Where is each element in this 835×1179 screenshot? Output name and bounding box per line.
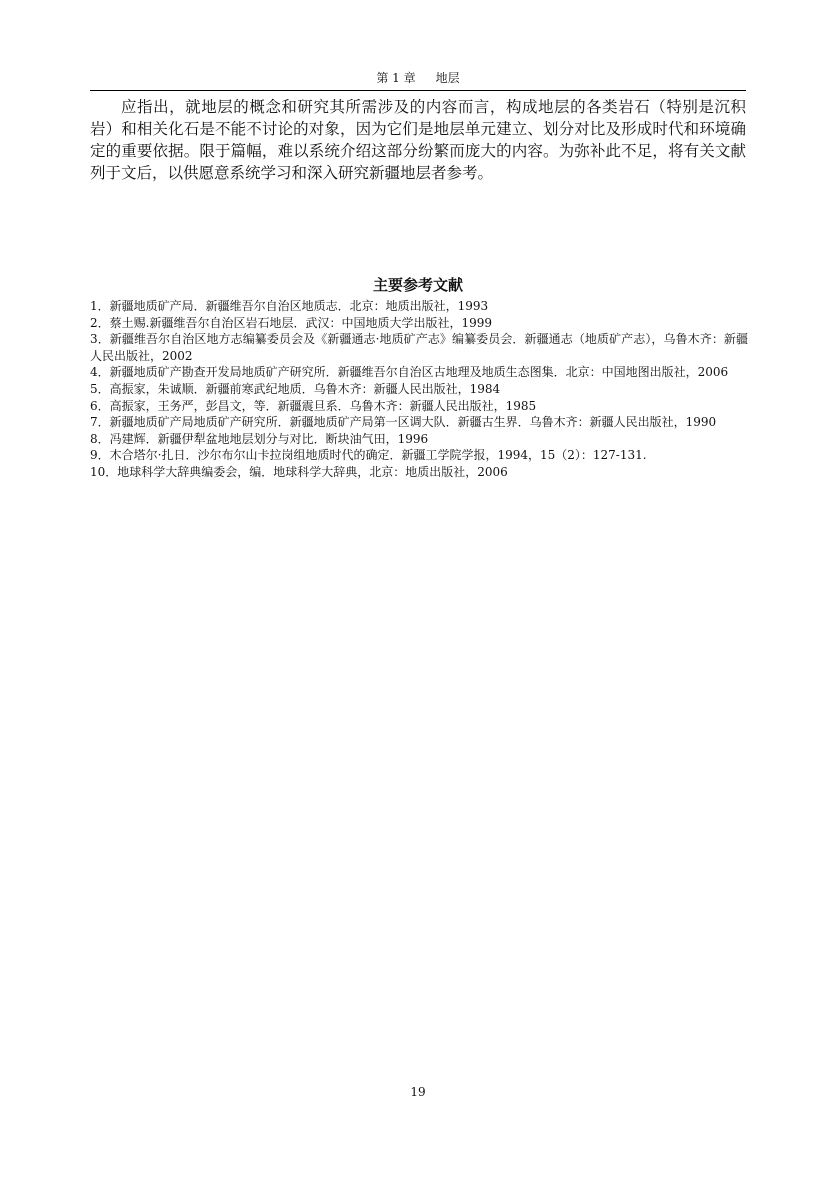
- reference-item: 1．新疆地质矿产局．新疆维吾尔自治区地质志．北京：地质出版社，1993: [90, 299, 489, 313]
- section-label: 地层: [435, 71, 460, 85]
- reference-item: 3．新疆维吾尔自治区地方志编纂委员会及《新疆通志·地质矿产志》编纂委员会．新疆通志（地质矿产志），乌鲁木齐：新疆人民出版社，2002: [90, 332, 748, 363]
- reference-item: 10．地球科学大辞典编委会，编．地球科学大辞典，北京：地质出版社，2006: [90, 464, 508, 479]
- body-paragraph: 应指出，就地层的概念和研究其所需涉及的内容而言，构成地层的各类岩石（特别是沉积岩）和相关化石是不能不讨论的对象，因为它们是地层单元建立、划分对比及形成时代和环境确定的重要依据。限于篇幅，难以系统介绍这部分纷繁而庞大的内容。为弥补此不足，将有关文献列于文后，以供愿意系统学习和深入研究新疆地层者参考。: [90, 98, 746, 182]
- reference-item: 9．木合塔尔·扎日．沙尔布尔山卡拉岗组地质时代的确定．新疆工学院学报，1994，15（2）：127-131.: [90, 448, 647, 463]
- reference-item: 2．蔡土赐.新疆维吾尔自治区岩石地层．武汉：中国地质大学出版社，1999: [90, 315, 492, 330]
- references-list: [90, 298, 748, 481]
- reference-item: 8．冯建辉．新疆伊犁盆地地层划分与对比．断块油气田，1996: [90, 431, 429, 446]
- references-title: 主要参考文献: [372, 276, 463, 294]
- page-number: 19: [410, 1085, 426, 1099]
- reference-item: 5．高振家，朱诚顺．新疆前寒武纪地质．乌鲁木齐：新疆人民出版社，1984: [90, 381, 501, 396]
- chapter-label: 第 1 章: [376, 71, 416, 85]
- page-header: [90, 70, 746, 91]
- reference-item: 4．新疆地质矿产勘查开发局地质矿产研究所．新疆维吾尔自治区古地理及地质生态图集．北京：中国地图出版社，2006: [90, 365, 729, 380]
- reference-item: 6．高振家，王务严，彭昌文，等．新疆震旦系．乌鲁木齐：新疆人民出版社，1985: [90, 398, 537, 413]
- reference-item: 7．新疆地质矿产局地质矿产研究所．新疆地质矿产局第一区调大队．新疆古生界．乌鲁木齐：新疆人民出版社，1990: [90, 415, 717, 430]
